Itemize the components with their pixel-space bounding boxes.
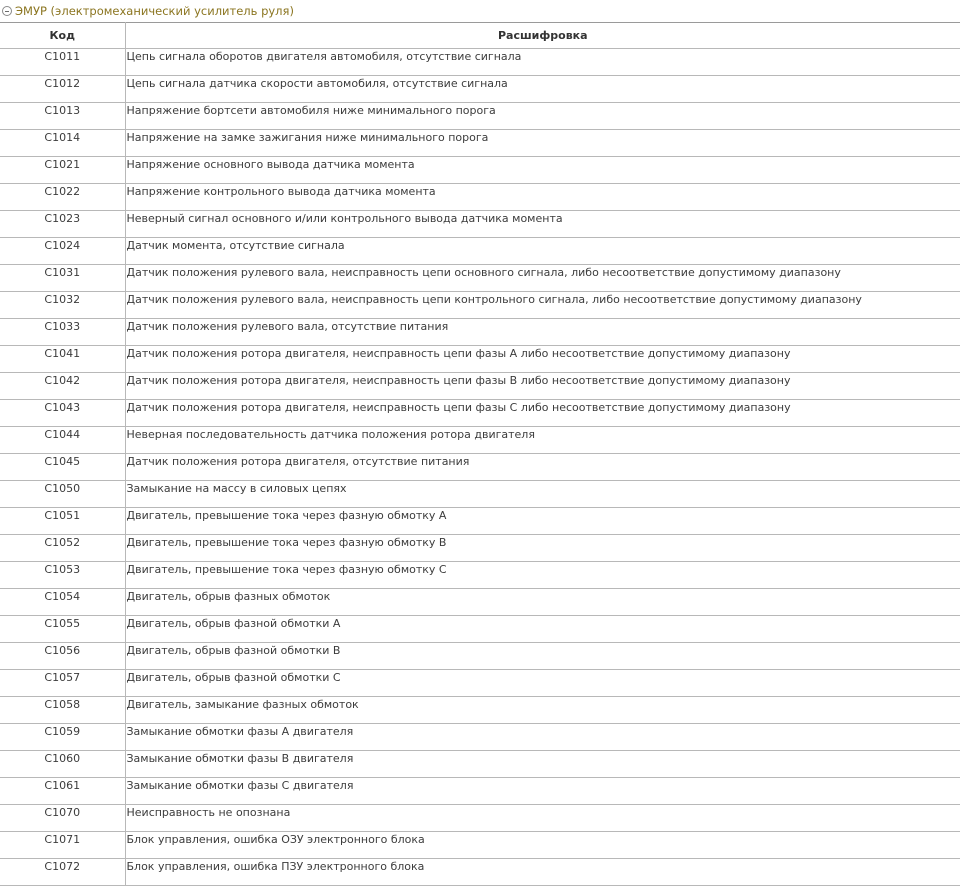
error-description-cell: Двигатель, превышение тока через фазную обмотку С (125, 562, 960, 589)
section-title[interactable]: ЭМУР (электромеханический усилитель руля) (15, 4, 294, 18)
table-row (0, 211, 960, 238)
error-description-cell: Двигатель, замыкание фазных обмоток (125, 697, 960, 724)
table-row (0, 103, 960, 130)
column-header-description: Расшифровка (125, 23, 960, 49)
table-row (0, 292, 960, 319)
error-description-cell: Датчик положения ротора двигателя, отсутствие питания (125, 454, 960, 481)
error-code-cell: C1031 (0, 265, 125, 292)
error-description-cell: Двигатель, превышение тока через фазную обмотку В (125, 535, 960, 562)
error-code-cell: C1024 (0, 238, 125, 265)
error-description-cell: Датчик положения ротора двигателя, неисправность цепи фазы В либо несоответствие допустимому диапазону (125, 373, 960, 400)
error-code-cell: C1044 (0, 427, 125, 454)
error-code-cell: C1043 (0, 400, 125, 427)
error-description-cell: Замыкание обмотки фазы В двигателя (125, 751, 960, 778)
table-row (0, 643, 960, 670)
column-header-code: Код (0, 23, 125, 49)
table-row (0, 454, 960, 481)
error-description-cell: Неисправность не опознана (125, 805, 960, 832)
error-description-cell: Замыкание на массу в силовых цепях (125, 481, 960, 508)
error-description-cell: Напряжение бортсети автомобиля ниже минимального порога (125, 103, 960, 130)
error-code-cell: C1070 (0, 805, 125, 832)
table-row (0, 832, 960, 859)
table-row (0, 265, 960, 292)
error-description-cell: Цепь сигнала датчика скорости автомобиля, отсутствие сигнала (125, 76, 960, 103)
table-row (0, 157, 960, 184)
error-code-cell: C1072 (0, 859, 125, 886)
table-row (0, 49, 960, 76)
error-description-cell: Датчик положения ротора двигателя, неисправность цепи фазы А либо несоответствие допустимому диапазону (125, 346, 960, 373)
error-code-cell: C1054 (0, 589, 125, 616)
error-code-cell: C1071 (0, 832, 125, 859)
error-description-cell: Датчик положения рулевого вала, отсутствие питания (125, 319, 960, 346)
error-description-cell: Двигатель, обрыв фазных обмоток (125, 589, 960, 616)
error-description-cell: Двигатель, превышение тока через фазную обмотку А (125, 508, 960, 535)
error-code-cell: C1042 (0, 373, 125, 400)
error-description-cell: Двигатель, обрыв фазной обмотки А (125, 616, 960, 643)
error-code-cell: C1052 (0, 535, 125, 562)
error-code-cell: C1014 (0, 130, 125, 157)
error-code-cell: C1056 (0, 643, 125, 670)
dtc-table (0, 22, 960, 886)
error-description-cell: Неверный сигнал основного и/или контрольного вывода датчика момента (125, 211, 960, 238)
error-code-cell: C1045 (0, 454, 125, 481)
error-description-cell: Напряжение на замке зажигания ниже минимального порога (125, 130, 960, 157)
table-row (0, 508, 960, 535)
error-description-cell: Датчик положения рулевого вала, неисправность цепи основного сигнала, либо несоответствие допустимому диапазону (125, 265, 960, 292)
error-code-cell: C1033 (0, 319, 125, 346)
error-code-cell: C1021 (0, 157, 125, 184)
table-row (0, 535, 960, 562)
error-code-cell: C1058 (0, 697, 125, 724)
error-description-cell: Датчик момента, отсутствие сигнала (125, 238, 960, 265)
error-description-cell: Двигатель, обрыв фазной обмотки С (125, 670, 960, 697)
error-description-cell: Напряжение основного вывода датчика момента (125, 157, 960, 184)
error-description-cell: Напряжение контрольного вывода датчика момента (125, 184, 960, 211)
error-code-cell: C1011 (0, 49, 125, 76)
error-code-cell: C1023 (0, 211, 125, 238)
table-row (0, 724, 960, 751)
table-row (0, 427, 960, 454)
collapse-minus-icon[interactable] (2, 6, 12, 16)
table-row (0, 481, 960, 508)
error-code-cell: C1060 (0, 751, 125, 778)
table-row (0, 751, 960, 778)
table-row (0, 238, 960, 265)
error-code-cell: C1041 (0, 346, 125, 373)
table-row (0, 400, 960, 427)
section-header (0, 0, 960, 22)
error-description-cell: Датчик положения рулевого вала, неисправность цепи контрольного сигнала, либо несоответствие допустимому диапазону (125, 292, 960, 319)
error-code-cell: C1032 (0, 292, 125, 319)
table-row (0, 670, 960, 697)
table-row (0, 616, 960, 643)
table-row (0, 859, 960, 886)
error-code-cell: C1055 (0, 616, 125, 643)
error-code-cell: C1013 (0, 103, 125, 130)
error-code-cell: C1053 (0, 562, 125, 589)
error-code-cell: C1051 (0, 508, 125, 535)
table-row (0, 373, 960, 400)
error-description-cell: Датчик положения ротора двигателя, неисправность цепи фазы С либо несоответствие допустимому диапазону (125, 400, 960, 427)
error-code-cell: C1059 (0, 724, 125, 751)
table-row (0, 184, 960, 211)
error-code-cell: C1050 (0, 481, 125, 508)
table-row (0, 76, 960, 103)
error-description-cell: Двигатель, обрыв фазной обмотки В (125, 643, 960, 670)
table-row (0, 346, 960, 373)
table-row (0, 805, 960, 832)
error-code-cell: C1012 (0, 76, 125, 103)
error-description-cell: Блок управления, ошибка ОЗУ электронного блока (125, 832, 960, 859)
table-row (0, 562, 960, 589)
table-header-row (0, 23, 960, 49)
table-body (0, 49, 960, 886)
error-description-cell: Цепь сигнала оборотов двигателя автомобиля, отсутствие сигнала (125, 49, 960, 76)
error-description-cell: Неверная последовательность датчика положения ротора двигателя (125, 427, 960, 454)
error-code-cell: C1057 (0, 670, 125, 697)
error-description-cell: Замыкание обмотки фазы С двигателя (125, 778, 960, 805)
table-row (0, 589, 960, 616)
table-row (0, 778, 960, 805)
error-code-cell: C1061 (0, 778, 125, 805)
error-description-cell: Замыкание обмотки фазы А двигателя (125, 724, 960, 751)
error-description-cell: Блок управления, ошибка ПЗУ электронного блока (125, 859, 960, 886)
table-row (0, 130, 960, 157)
table-row (0, 319, 960, 346)
table-row (0, 697, 960, 724)
error-code-cell: C1022 (0, 184, 125, 211)
